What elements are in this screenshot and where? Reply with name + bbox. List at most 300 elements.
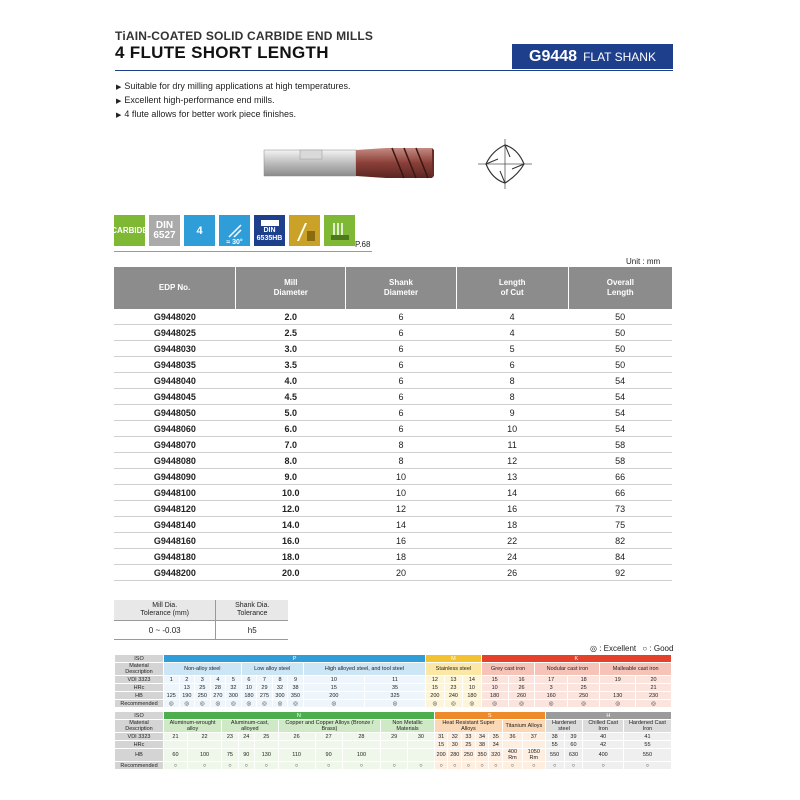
iso-cell: 320 <box>489 749 503 762</box>
column-header: Mill Diameter <box>236 267 346 309</box>
iso-row <box>115 712 672 720</box>
iso-row <box>115 684 672 692</box>
iso-cell: 250 <box>567 692 599 700</box>
iso-cell: 28 <box>342 733 381 741</box>
table-cell: 5 <box>456 341 568 357</box>
iso-cell: 160 <box>535 692 567 700</box>
iso-cell: 200 <box>426 692 445 700</box>
iso-cell <box>381 741 408 749</box>
material-group: Stainless steel <box>426 663 482 676</box>
table-cell: 58 <box>568 453 672 469</box>
iso-cell: 4 <box>210 676 226 684</box>
iso-cell: 36 <box>503 733 523 741</box>
table-cell: 2.0 <box>236 309 346 325</box>
iso-cell <box>522 741 545 749</box>
iso-cell: ○ <box>222 762 238 770</box>
table-cell: 4.0 <box>236 373 346 389</box>
iso-cell: 25 <box>462 741 476 749</box>
table-row <box>114 405 672 421</box>
iso-cell: 1050 Rm <box>522 749 545 762</box>
material-group: Non-alloy steel <box>164 663 242 676</box>
table-cell: 84 <box>568 549 672 565</box>
iso-cell: 90 <box>315 749 342 762</box>
iso-cell: 11 <box>364 676 425 684</box>
table-row <box>114 373 672 389</box>
table-cell: 10.0 <box>236 485 346 501</box>
unit-label: Unit : mm <box>626 257 661 266</box>
iso-cell: 38 <box>545 733 564 741</box>
table-cell: G9448100 <box>114 485 236 501</box>
iso-cell: 125 <box>164 692 180 700</box>
table-cell: 20 <box>346 565 456 581</box>
iso-cell: 350 <box>475 749 489 762</box>
iso-cell: Material Description <box>115 663 164 676</box>
iso-cell <box>278 741 315 749</box>
iso-cell: 23 <box>444 684 463 692</box>
iso-row <box>115 762 672 770</box>
iso-cell: HB <box>115 692 164 700</box>
material-group: Chilled Cast Iron <box>583 720 624 733</box>
iso-cell: 550 <box>545 749 564 762</box>
table-row <box>114 389 672 405</box>
iso-cell: ○ <box>475 762 489 770</box>
iso-row <box>115 700 672 708</box>
table-cell: 9 <box>456 405 568 421</box>
iso-cell: 8 <box>272 676 288 684</box>
helix-angle-icon: ≈ 30° <box>219 215 250 246</box>
table-cell: G9448020 <box>114 309 236 325</box>
table-row <box>114 421 672 437</box>
iso-cell: ◎ <box>288 700 304 708</box>
iso-cell: Recommended <box>115 700 164 708</box>
iso-cell: 325 <box>364 692 425 700</box>
tolerance-shank-value: h5 <box>216 621 288 640</box>
icon-underline <box>114 251 372 252</box>
iso-cell: 300 <box>226 692 242 700</box>
iso-cell: 230 <box>636 692 672 700</box>
table-cell: 92 <box>568 565 672 581</box>
cross-section-icon <box>474 135 536 193</box>
table-cell: 6 <box>346 405 456 421</box>
table-cell: 8.0 <box>236 453 346 469</box>
iso-cell: ◎ <box>210 700 226 708</box>
page-title: 4 FLUTE SHORT LENGTH <box>115 43 329 62</box>
iso-cell: ○ <box>545 762 564 770</box>
table-cell: 14 <box>346 517 456 533</box>
table-cell: 6 <box>346 341 456 357</box>
table-cell: G9448030 <box>114 341 236 357</box>
iso-row <box>115 692 672 700</box>
table-cell: G9448035 <box>114 357 236 373</box>
iso-cell: 10 <box>241 684 257 692</box>
table-cell: 75 <box>568 517 672 533</box>
column-header: Length of Cut <box>456 267 568 309</box>
material-group: Non Metallic Materials <box>381 720 435 733</box>
table-cell: 6 <box>346 309 456 325</box>
iso-material-table-2 <box>114 711 672 770</box>
iso-cell: 10 <box>481 684 508 692</box>
table-cell: 54 <box>568 405 672 421</box>
table-cell: 66 <box>568 485 672 501</box>
iso-cell: ◎ <box>226 700 242 708</box>
iso-cell: ○ <box>255 762 279 770</box>
table-cell: 14 <box>456 485 568 501</box>
material-group: Copper and Copper Alloys (Bronze / Brass) <box>278 720 381 733</box>
tolerance-header-shank: Shank Dia. Tolerance <box>216 600 288 621</box>
iso-cell: 26 <box>278 733 315 741</box>
iso-cell: ◎ <box>444 700 463 708</box>
end-mill-illustration <box>262 138 442 188</box>
table-row <box>114 501 672 517</box>
iso-cell: ◎ <box>481 700 508 708</box>
iso-cell: 250 <box>195 692 211 700</box>
table-cell: 11 <box>456 437 568 453</box>
table-cell: 50 <box>568 309 672 325</box>
iso-cell: K <box>481 655 671 663</box>
iso-cell: 32 <box>272 684 288 692</box>
tolerance-mill-value: 0 ~ -0.03 <box>114 621 216 640</box>
dimensions-table <box>114 267 672 581</box>
table-row <box>114 341 672 357</box>
iso-cell: 38 <box>288 684 304 692</box>
material-group: Hardened Cast Iron <box>623 720 671 733</box>
iso-cell: ◎ <box>303 700 364 708</box>
table-cell: G9448060 <box>114 421 236 437</box>
feature-item: ▶ Excellent high-performance end mills. <box>116 94 351 108</box>
table-cell: G9448090 <box>114 469 236 485</box>
table-cell: 2.5 <box>236 325 346 341</box>
iso-cell: ◎ <box>364 700 425 708</box>
iso-cell: ◎ <box>600 700 636 708</box>
table-cell: 8 <box>456 389 568 405</box>
iso-cell <box>408 749 435 762</box>
iso-cell: 550 <box>623 749 671 762</box>
iso-cell: ◎ <box>241 700 257 708</box>
table-cell: 10 <box>346 469 456 485</box>
table-cell: 4.5 <box>236 389 346 405</box>
table-cell: G9448200 <box>114 565 236 581</box>
iso-row <box>115 655 672 663</box>
table-cell: G9448140 <box>114 517 236 533</box>
tolerance-table <box>114 600 288 640</box>
iso-cell: 15 <box>481 676 508 684</box>
table-cell: 54 <box>568 421 672 437</box>
table-cell: 26 <box>456 565 568 581</box>
table-cell: 18.0 <box>236 549 346 565</box>
iso-cell: 38 <box>475 741 489 749</box>
iso-cell: 20 <box>636 676 672 684</box>
iso-cell: 13 <box>179 684 195 692</box>
table-row <box>114 437 672 453</box>
iso-cell: ○ <box>342 762 381 770</box>
iso-cell: 22 <box>187 733 221 741</box>
iso-cell: 28 <box>210 684 226 692</box>
iso-cell: 31 <box>434 733 448 741</box>
column-header: Shank Diameter <box>346 267 456 309</box>
iso-cell: 16 <box>508 676 535 684</box>
tolerance-header-mill: Mill Dia. Tolerance (mm) <box>114 600 216 621</box>
table-cell: G9448070 <box>114 437 236 453</box>
iso-cell: 2 <box>179 676 195 684</box>
iso-cell <box>600 684 636 692</box>
slotting-icon <box>324 215 355 246</box>
table-cell: 6 <box>346 373 456 389</box>
iso-cell: 10 <box>463 684 482 692</box>
table-row <box>114 485 672 501</box>
iso-cell: 200 <box>303 692 364 700</box>
iso-cell: 190 <box>179 692 195 700</box>
iso-cell: HRc <box>115 684 164 692</box>
four-flute-icon: 4 <box>184 215 215 246</box>
feature-item: ▶ 4 flute allows for better work piece finishes. <box>116 108 351 122</box>
legend <box>590 644 673 653</box>
feature-list <box>116 80 351 122</box>
table-row <box>114 469 672 485</box>
iso-cell: 18 <box>567 676 599 684</box>
material-group: Aluminum-wrought alloy <box>164 720 222 733</box>
iso-cell: 180 <box>241 692 257 700</box>
iso-cell: 300 <box>272 692 288 700</box>
table-cell: 6.0 <box>236 421 346 437</box>
table-cell: 66 <box>568 469 672 485</box>
table-cell: 6 <box>346 325 456 341</box>
iso-cell: P <box>164 655 426 663</box>
table-cell: 16 <box>346 533 456 549</box>
iso-cell: Recommended <box>115 762 164 770</box>
iso-cell: 75 <box>222 749 238 762</box>
table-cell: 8 <box>456 373 568 389</box>
iso-cell: 350 <box>288 692 304 700</box>
iso-cell: 275 <box>257 692 273 700</box>
iso-cell: ◎ <box>426 700 445 708</box>
table-cell: 16 <box>456 501 568 517</box>
subtitle: TiAIN-COATED SOLID CARBIDE END MILLS <box>115 29 374 43</box>
iso-cell: 130 <box>255 749 279 762</box>
table-cell: 10 <box>346 485 456 501</box>
table-cell: 50 <box>568 325 672 341</box>
iso-cell: 130 <box>600 692 636 700</box>
table-cell: 5.0 <box>236 405 346 421</box>
iso-cell: 21 <box>164 733 188 741</box>
table-cell: 8 <box>346 453 456 469</box>
iso-cell: 9 <box>288 676 304 684</box>
table-cell: 18 <box>456 517 568 533</box>
side-milling-icon <box>289 215 320 246</box>
iso-cell: 39 <box>564 733 583 741</box>
iso-cell: 34 <box>475 733 489 741</box>
iso-cell <box>222 741 238 749</box>
legend-good: ○ : Good <box>642 644 674 653</box>
table-cell: 24 <box>456 549 568 565</box>
iso-cell: 40 <box>583 733 624 741</box>
iso-cell: HB <box>115 749 164 762</box>
iso-cell: 25 <box>255 733 279 741</box>
table-cell: 6 <box>346 421 456 437</box>
iso-cell: H <box>545 712 671 720</box>
iso-cell: ○ <box>462 762 476 770</box>
iso-cell: ○ <box>408 762 435 770</box>
table-cell: 18 <box>346 549 456 565</box>
iso-cell: VDI 3323 <box>115 733 164 741</box>
table-cell: 54 <box>568 389 672 405</box>
iso-row <box>115 720 672 733</box>
iso-cell: 42 <box>583 741 624 749</box>
iso-cell: 60 <box>164 749 188 762</box>
table-cell: 8 <box>346 437 456 453</box>
iso-cell: ○ <box>522 762 545 770</box>
iso-cell: 26 <box>508 684 535 692</box>
table-cell: 6 <box>346 357 456 373</box>
table-cell: 54 <box>568 373 672 389</box>
column-header: EDP No. <box>114 267 236 309</box>
table-cell: 9.0 <box>236 469 346 485</box>
iso-cell: 33 <box>462 733 476 741</box>
iso-cell: ◎ <box>567 700 599 708</box>
iso-cell: 30 <box>448 741 462 749</box>
iso-cell: 21 <box>636 684 672 692</box>
iso-cell <box>503 741 523 749</box>
iso-cell: 41 <box>623 733 671 741</box>
table-cell: 12 <box>456 453 568 469</box>
iso-cell: VDI 3323 <box>115 676 164 684</box>
iso-cell: 32 <box>448 733 462 741</box>
material-group: Aluminum-cast, alloyed <box>222 720 278 733</box>
table-cell: G9448180 <box>114 549 236 565</box>
din-6527-icon: DIN 6527 <box>149 215 180 246</box>
iso-cell: ○ <box>164 762 188 770</box>
iso-row <box>115 749 672 762</box>
table-row <box>114 533 672 549</box>
iso-cell: ◎ <box>164 700 180 708</box>
iso-cell <box>164 684 180 692</box>
column-header: Overall Length <box>568 267 672 309</box>
table-row <box>114 517 672 533</box>
table-cell: 4 <box>456 325 568 341</box>
iso-cell: 55 <box>545 741 564 749</box>
table-cell: G9448025 <box>114 325 236 341</box>
iso-cell: ◎ <box>179 700 195 708</box>
iso-cell: 17 <box>535 676 567 684</box>
iso-cell: ○ <box>238 762 254 770</box>
table-cell: 3.0 <box>236 341 346 357</box>
iso-cell: 180 <box>463 692 482 700</box>
table-cell: 22 <box>456 533 568 549</box>
table-cell: G9448120 <box>114 501 236 517</box>
iso-cell: M <box>426 655 482 663</box>
iso-cell: 37 <box>522 733 545 741</box>
iso-cell: 100 <box>342 749 381 762</box>
iso-cell: 110 <box>278 749 315 762</box>
iso-cell <box>381 749 408 762</box>
material-group: Titanium Alloys <box>503 720 546 733</box>
table-row <box>114 357 672 373</box>
feature-item: ▶ Suitable for dry milling applications at high temperatures. <box>116 80 351 94</box>
iso-cell: ◎ <box>636 700 672 708</box>
iso-cell: ◎ <box>257 700 273 708</box>
product-code-badge <box>512 44 673 69</box>
table-cell: 13 <box>456 469 568 485</box>
iso-row <box>115 676 672 684</box>
iso-cell: ○ <box>187 762 221 770</box>
iso-cell: 60 <box>564 741 583 749</box>
material-group: High alloyed steel, and tool steel <box>303 663 425 676</box>
table-row <box>114 325 672 341</box>
iso-cell: 250 <box>462 749 476 762</box>
table-cell: 58 <box>568 437 672 453</box>
table-cell: 20.0 <box>236 565 346 581</box>
iso-cell: ○ <box>315 762 342 770</box>
iso-cell: S <box>434 712 545 720</box>
table-cell: G9448045 <box>114 389 236 405</box>
iso-cell: 30 <box>408 733 435 741</box>
iso-cell: ○ <box>381 762 408 770</box>
iso-cell: 35 <box>364 684 425 692</box>
iso-cell: ISO <box>115 655 164 663</box>
iso-cell: ○ <box>278 762 315 770</box>
iso-cell <box>238 741 254 749</box>
iso-cell: 29 <box>257 684 273 692</box>
iso-cell <box>315 741 342 749</box>
table-cell: G9448040 <box>114 373 236 389</box>
iso-cell: 35 <box>489 733 503 741</box>
iso-material-table-1 <box>114 654 672 708</box>
table-cell: 12 <box>346 501 456 517</box>
iso-cell: ○ <box>448 762 462 770</box>
iso-cell: ◎ <box>508 700 535 708</box>
iso-cell: 3 <box>195 676 211 684</box>
iso-cell: 10 <box>303 676 364 684</box>
legend-excellent: ◎ : Excellent <box>590 644 637 653</box>
material-group: Grey cast iron <box>481 663 535 676</box>
header-rule <box>115 70 673 71</box>
iso-cell: ◎ <box>272 700 288 708</box>
table-cell: 12.0 <box>236 501 346 517</box>
iso-cell: 15 <box>303 684 364 692</box>
iso-cell: 280 <box>448 749 462 762</box>
iso-cell: 24 <box>238 733 254 741</box>
table-cell: 7.0 <box>236 437 346 453</box>
iso-cell: 14 <box>463 676 482 684</box>
iso-cell: ◎ <box>463 700 482 708</box>
iso-cell: ○ <box>564 762 583 770</box>
din-6535hb-icon: DIN 6535HB <box>254 215 285 246</box>
page-reference: P.68 <box>355 240 371 249</box>
material-group: Heat Resistant Super Alloys <box>434 720 502 733</box>
iso-cell: 27 <box>315 733 342 741</box>
table-cell: 73 <box>568 501 672 517</box>
iso-cell: 7 <box>257 676 273 684</box>
iso-cell <box>255 741 279 749</box>
iso-cell: HRc <box>115 741 164 749</box>
iso-cell: 270 <box>210 692 226 700</box>
iso-cell: ○ <box>623 762 671 770</box>
table-row <box>114 309 672 325</box>
iso-cell: 15 <box>426 684 445 692</box>
iso-cell: 32 <box>226 684 242 692</box>
iso-cell: 260 <box>508 692 535 700</box>
material-group: Low alloy steel <box>241 663 303 676</box>
iso-cell: 200 <box>434 749 448 762</box>
iso-cell: 23 <box>222 733 238 741</box>
table-cell: 50 <box>568 341 672 357</box>
table-cell: 6 <box>456 357 568 373</box>
iso-cell <box>408 741 435 749</box>
table-row <box>114 453 672 469</box>
table-cell: 16.0 <box>236 533 346 549</box>
iso-cell: 15 <box>434 741 448 749</box>
table-cell: 50 <box>568 357 672 373</box>
iso-cell: 5 <box>226 676 242 684</box>
